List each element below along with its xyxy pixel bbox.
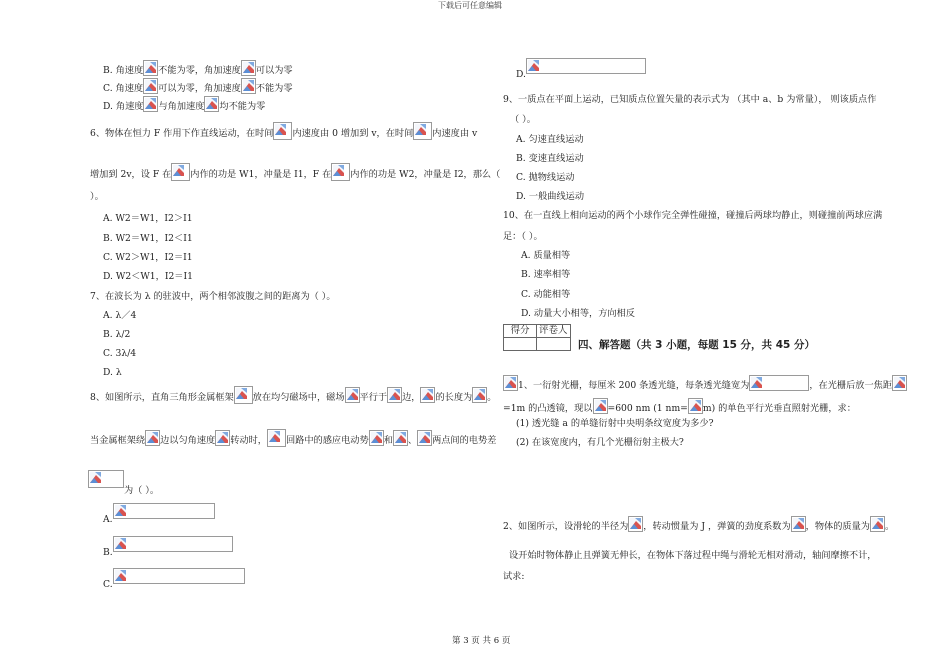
image-placeholder-icon xyxy=(145,430,160,446)
image-placeholder-icon xyxy=(171,163,190,181)
image-placeholder-icon xyxy=(870,516,885,532)
q8-option-a: A. xyxy=(103,503,215,519)
image-placeholder-icon xyxy=(593,398,608,414)
image-placeholder-icon xyxy=(791,516,806,532)
q6-option-a: A. W2＝W1，I2＞I1 xyxy=(103,213,193,224)
image-placeholder-icon xyxy=(892,375,907,391)
image-placeholder-icon xyxy=(267,429,286,447)
q6-line-2: 增加到 2v，设 F 在 内作的功是 W1，冲量是 I1，F 在 内作的功是 W2，冲量是 I2，那么（ xyxy=(90,163,500,181)
image-placeholder-icon xyxy=(241,78,256,94)
page-footer: 第 3 页 共 6 页 xyxy=(452,636,511,646)
q6-option-c: C. W2＞W1，I2＝I1 xyxy=(103,252,193,263)
image-placeholder-icon xyxy=(417,430,432,446)
q10-option-b: B. 速率相等 xyxy=(521,269,571,280)
image-placeholder-icon xyxy=(387,387,402,403)
image-placeholder-icon xyxy=(749,375,809,391)
image-placeholder-icon xyxy=(143,96,158,112)
image-placeholder-icon xyxy=(215,430,230,446)
q10-line-2: 足：（ ）。 xyxy=(503,231,543,242)
image-placeholder-icon xyxy=(113,536,233,552)
q6-option-d: D. W2＜W1，I2＝I1 xyxy=(103,271,193,282)
q8-line-1: 8、如图所示，直角三角形金属框架 放在均匀磁场中，磁场 平行于 边， 的长度为 。 xyxy=(90,386,496,404)
image-placeholder-icon xyxy=(88,470,124,488)
image-placeholder-icon xyxy=(204,96,219,112)
q9-option-c: C. 抛物线运动 xyxy=(516,172,575,183)
p1-line-2: =1m 的凸透镜，现以 =600 nm (1 nm= m) 的单色平行光垂直照射光栅，求： xyxy=(503,398,856,414)
q6-line-1: 6、物体在恒力 F 作用下作直线运动，在时间 内速度由 0 增加到 v，在时间 内速度由 v xyxy=(90,122,477,140)
image-placeholder-icon xyxy=(345,387,360,403)
q10-option-a: A. 质量相等 xyxy=(521,250,571,261)
image-placeholder-icon xyxy=(526,58,646,74)
q10-option-d: D. 动量大小相等，方向相反 xyxy=(521,308,635,319)
image-placeholder-icon xyxy=(628,516,643,532)
image-placeholder-icon xyxy=(113,503,215,519)
score-table xyxy=(503,324,571,351)
section-title: 四、解答题（共 3 小题，每题 15 分，共 45 分） xyxy=(578,339,815,351)
q8-line-2: 当金属框架绕 边以匀角速度 转动时， 回路中的感应电动势 和 、 两点间的电势差 xyxy=(90,429,496,447)
q9-option-a: A. 匀速直线运动 xyxy=(516,134,584,145)
q9-option-d: D. 一般曲线运动 xyxy=(516,191,585,202)
image-placeholder-icon xyxy=(503,375,518,391)
q9-line-1: 9、一质点在平面上运动，已知质点位置矢量的表示式为 （其中 a、b 为常量）， 则该质点作 xyxy=(503,94,877,105)
p1-sub-1: (1) 透光缝 a 的单缝衍射中央明条纹宽度为多少? xyxy=(516,418,714,429)
image-placeholder-icon xyxy=(369,430,384,446)
score-label: 得分 xyxy=(504,325,537,338)
q5-option-b: B. 角速度 不能为零，角加速度 可以为零 xyxy=(103,60,293,76)
image-placeholder-icon xyxy=(420,387,435,403)
image-placeholder-icon xyxy=(241,60,256,76)
score-cell xyxy=(504,338,537,351)
q5-option-d: D. 角速度 与角加速度 均不能为零 xyxy=(103,96,265,112)
q8-option-b: B. xyxy=(103,536,233,552)
image-placeholder-icon xyxy=(234,386,253,404)
q9-option-b: B. 变速直线运动 xyxy=(516,153,584,164)
page-header: 下载后可任意编辑 xyxy=(438,1,502,10)
image-placeholder-icon xyxy=(273,122,292,140)
q6-option-b: B. W2＝W1，I2＜I1 xyxy=(103,233,193,244)
image-placeholder-icon xyxy=(472,387,487,403)
image-placeholder-icon xyxy=(331,163,350,181)
image-placeholder-icon xyxy=(688,398,703,414)
q7-option-b: B. λ/2 xyxy=(103,329,131,340)
grader-cell xyxy=(537,338,571,351)
image-placeholder-icon xyxy=(113,568,245,584)
image-placeholder-icon xyxy=(393,430,408,446)
p1-sub-2: (2) 在该宽度内，有几个光栅衍射主极大? xyxy=(516,437,684,448)
p1-line-1: 1、一衍射光栅，每厘米 200 条透光缝，每条透光缝宽为 ，在光栅后放一焦距 xyxy=(503,375,907,391)
q9-line-2: （ ）。 xyxy=(510,114,536,125)
p2-line-3: 试求: xyxy=(503,571,525,582)
q6-line-3: ）。 xyxy=(90,191,104,202)
q7-option-c: C. 3λ/4 xyxy=(103,348,137,359)
p2-line-1: 2、如图所示，设滑轮的半径为 ，转动惯量为 J ，弹簧的劲度系数为 ，物体的质量为 。 xyxy=(503,516,894,532)
q7-stem: 7、在波长为 λ 的驻波中，两个相邻波腹之间的距离为（ ）。 xyxy=(90,291,336,302)
q10-option-c: C. 动能相等 xyxy=(521,289,571,300)
q7-option-d: D. λ xyxy=(103,367,122,378)
image-placeholder-icon xyxy=(143,78,158,94)
q8-option-c: C. xyxy=(103,568,245,584)
q8-option-d: D. xyxy=(516,58,646,74)
q5-option-c: C. 角速度 可以为零，角加速度 不能为零 xyxy=(103,78,293,94)
p2-line-2: 设开始时物体静止且弹簧无伸长，在物体下落过程中绳与滑轮无相对滑动，轴间摩擦不计， xyxy=(509,550,877,561)
image-placeholder-icon xyxy=(413,122,432,140)
grader-label: 评卷人 xyxy=(537,325,571,338)
q7-option-a: A. λ／4 xyxy=(103,310,137,321)
image-placeholder-icon xyxy=(143,60,158,76)
q10-line-1: 10、在一直线上相向运动的两个小球作完全弹性碰撞，碰撞后两球均静止，则碰撞前两球应满 xyxy=(503,210,883,221)
q8-line-3: 为（ ）。 xyxy=(88,470,159,488)
